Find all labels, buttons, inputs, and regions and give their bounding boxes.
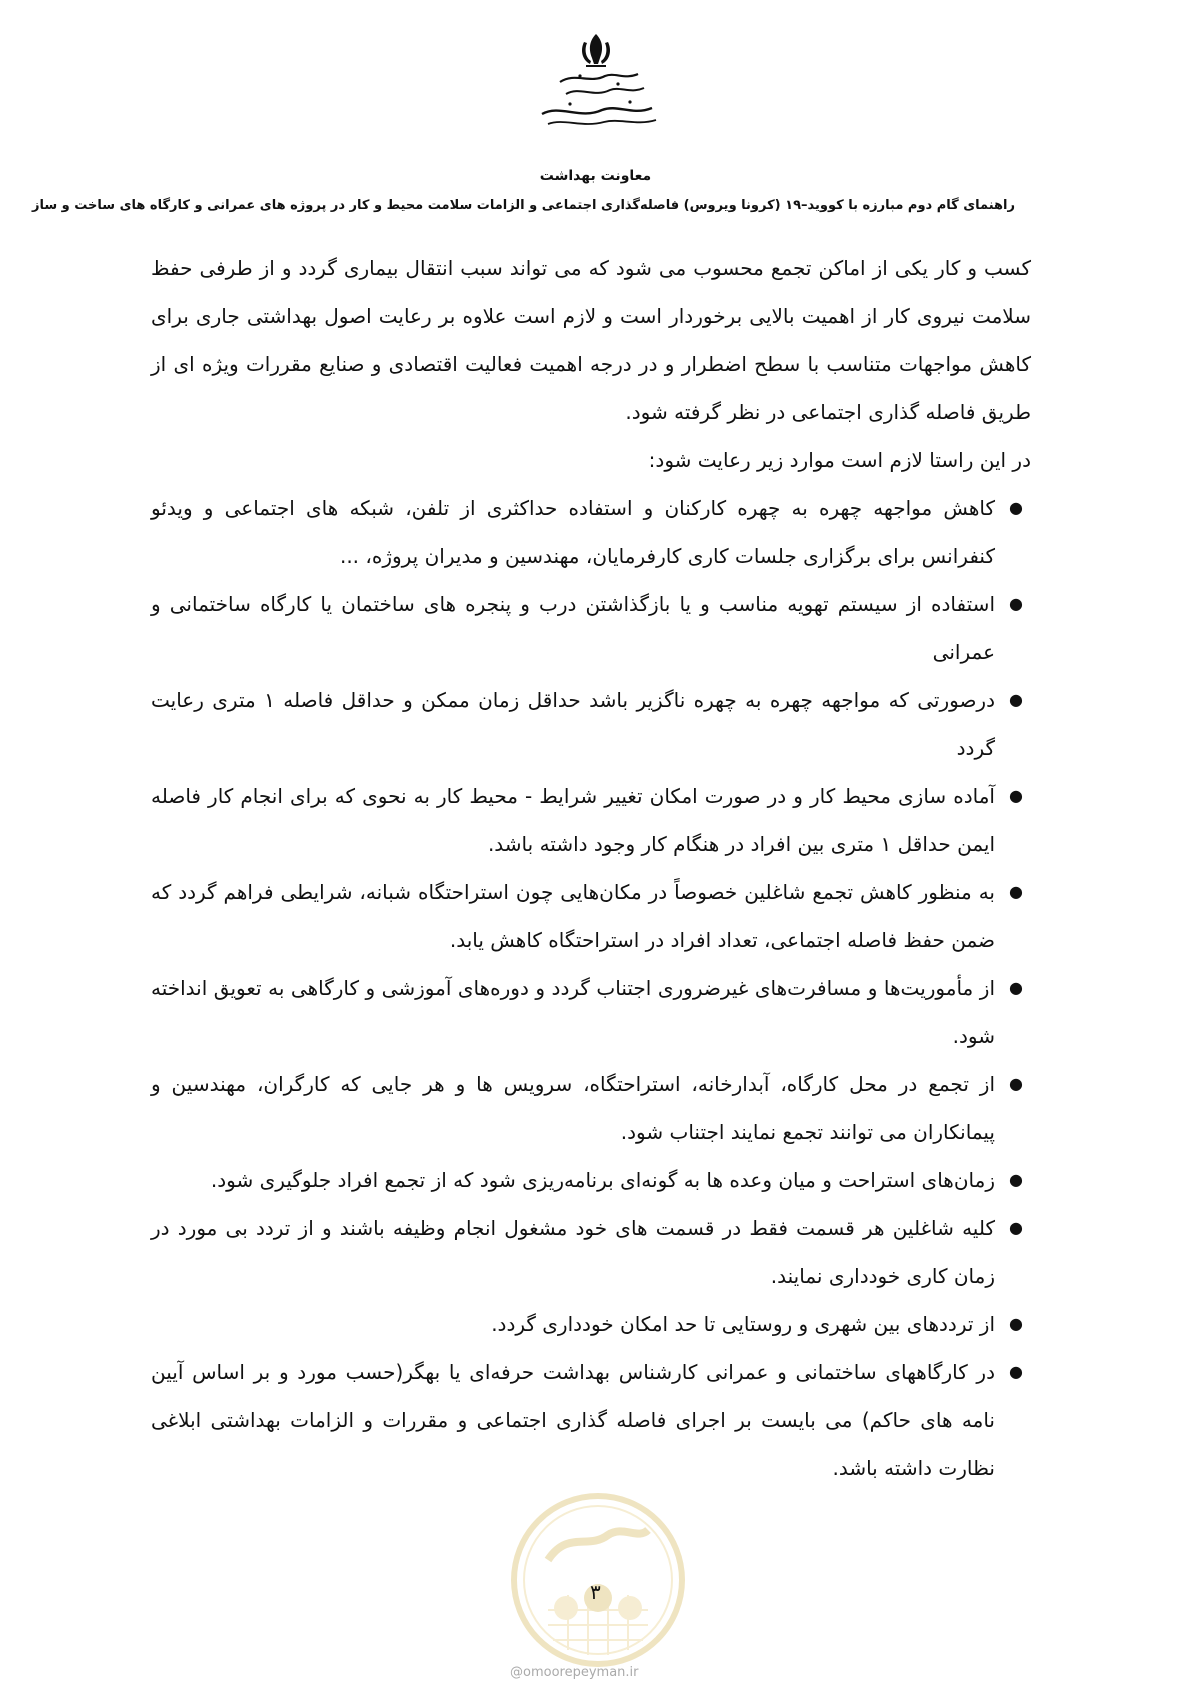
list-item: ● در کارگاههای ساختمانی و عمرانی کارشناس بهداشت حرفه‌ای یا بهگر(حسب مورد و بر اساس آیین نامه های حاکم) می بایست بر اجرای فاصله گذاری اجتماعی و مقررات و الزامات بهداشتی ابلاغی نظارت داشته باشد. bbox=[151, 1348, 1031, 1492]
list-item: ● کلیه شاغلین هر قسمت فقط در قسمت های خود مشغول انجام وظیفه باشند و از تردد بی مورد در زمان کاری خودداری نمایند. bbox=[151, 1204, 1031, 1300]
list-item: ● از مأموریت‌ها و مسافرت‌های غیرضروری اجتناب گردد و دوره‌های آموزشی و کارگاهی به تعویق انداخته شود. bbox=[151, 964, 1031, 1060]
bullet-icon: ● bbox=[1009, 1074, 1023, 1093]
list-item: ● از تجمع در محل کارگاه، آبدارخانه، استراحتگاه، سرویس ها و هر جایی که کارگران، مهندسین و پیمانکاران می توانند تجمع نمایند اجتناب شود. bbox=[151, 1060, 1031, 1156]
deputy-title: معاونت بهداشت bbox=[539, 168, 652, 184]
bullet-icon: ● bbox=[1009, 498, 1023, 517]
list-item: ● زمان‌های استراحت و میان وعده ها به گونه‌ای برنامه‌ریزی شود که از تجمع افراد جلوگیری شود. bbox=[151, 1156, 1031, 1204]
ministry-logo bbox=[520, 64, 670, 136]
bullet-icon: ● bbox=[1009, 978, 1023, 997]
bullet-icon: ● bbox=[1009, 1362, 1023, 1381]
bullet-icon: ● bbox=[1009, 786, 1023, 805]
bullet-icon: ● bbox=[1009, 1314, 1023, 1333]
bullet-icon: ● bbox=[1009, 1218, 1023, 1237]
list-item: ● استفاده از سیستم تهویه مناسب و یا بازگذاشتن درب و پنجره های ساختمان یا کارگاه ساختمانی و عمرانی bbox=[151, 580, 1031, 676]
rules-list bbox=[151, 484, 1031, 1492]
list-item: ● کاهش مواجهه چهره به چهره کارکنان و استفاده حداکثری از تلفن، شبکه های اجتماعی و ویدئو کنفرانس برای برگزاری جلسات کاری کارفرمایان، مهندسین و مدیران پروژه، ... bbox=[151, 484, 1031, 580]
ministry-calligraphy-icon bbox=[520, 64, 670, 136]
guide-title: راهنمای گام دوم مبارزه با کووید–۱۹ (کرونا ویروس) فاصله‌گذاری اجتماعی و الزامات سلامت محیط و کار در پروژه های عمرانی و کارگاه های ساخت و ساز bbox=[31, 198, 1015, 213]
page-number: ۳ bbox=[590, 1580, 601, 1604]
bullet-icon: ● bbox=[1009, 1170, 1023, 1189]
list-item: ● به منظور کاهش تجمع شاغلین خصوصاً در مکان‌هایی چون استراحتگاه شبانه، شرایطی فراهم گردد که ضمن حفظ فاصله اجتماعی، تعداد افراد در استراحتگاه کاهش یابد. bbox=[151, 868, 1031, 964]
bullet-icon: ● bbox=[1009, 594, 1023, 613]
intro-paragraph: کسب و کار یکی از اماکن تجمع محسوب می شود که می تواند سبب انتقال بیماری گردد و از طرفی حفظ سلامت نیروی کار از اهمیت بالایی برخوردار است و لازم است علاوه بر رعایت اصول بهداشتی جاری برای کاهش مواجهات متناسب با سطح اضطرار و در درجه اهمیت فعالیت اقتصادی و صنایع مقررات ویژه ای از طریق فاصله گذاری اجتماعی در نظر گرفته شود. bbox=[151, 256, 1031, 424]
bullet-icon: ● bbox=[1009, 690, 1023, 709]
list-item: ● از ترددهای بین شهری و روستایی تا حد امکان خودداری گردد. bbox=[151, 1300, 1031, 1348]
document-body bbox=[151, 244, 1031, 1492]
list-item: ● آماده سازی محیط کار و در صورت امکان تغییر شرایط - محیط کار به نحوی که برای انجام کار فاصله ایمن حداقل ۱ متری بین افراد در هنگام کار وجود داشته باشد. bbox=[151, 772, 1031, 868]
intro-lead: در این راستا لازم است موارد زیر رعایت شود: bbox=[648, 448, 1031, 472]
bullet-icon: ● bbox=[1009, 882, 1023, 901]
list-item: ● درصورتی که مواجهه چهره به چهره ناگزیر باشد حداقل زمان ممکن و حداقل فاصله ۱ متری رعایت گردد bbox=[151, 676, 1031, 772]
watermark-site: @omoorepeyman.ir bbox=[510, 1665, 639, 1680]
